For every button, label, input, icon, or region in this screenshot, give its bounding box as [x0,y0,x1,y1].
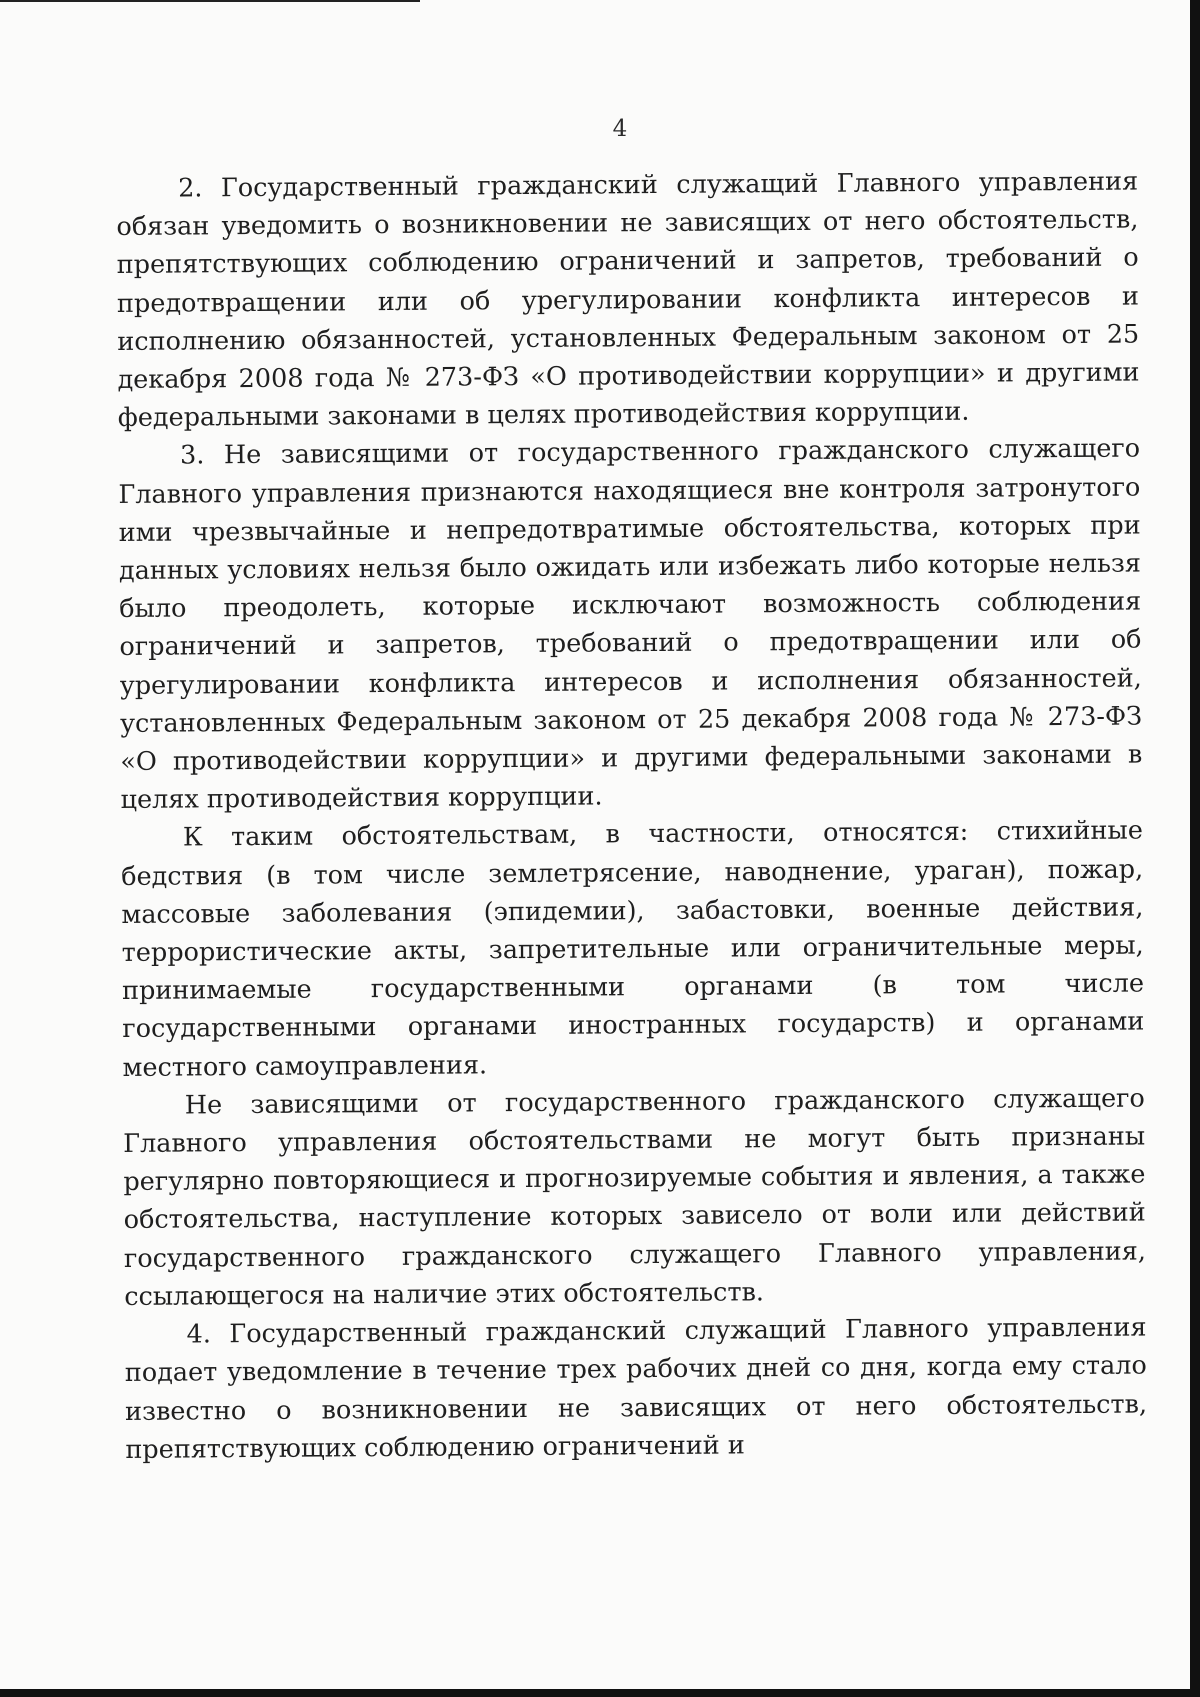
paragraph-4: 4. Государственный гражданский служащий Главного управления подает уведомление в течение трех рабочих дней со дня, когда ему стало известно о возникновении не зависящих от него обстоятельств, препятствующих соблюдению ограничений и [124,1312,1148,1465]
scan-edge-top [0,0,420,2]
paragraph-3: 3. Не зависящими от государственного гражданского служащего Главного управления признаются находящиеся вне контроля затронутого ими чрезвычайные и непредотвратимые обстоятельства, которых при данных условиях нельзя было ожидать или избежать либо которые нельзя было преодолеть, которые исключают возможность соблюдения ограничений и запретов, требований о предотвращении или об урегулировании конфликта интересов и исполнения обязанностей, установленных Федеральным законом от 25 декабря 2008 года № 273-ФЗ «О противодействии коррупции» и другими федеральными законами в целях противодействия коррупции. [118,433,1143,816]
paragraph-circumstances-list: К таким обстоятельствам, в частности, относятся: стихийные бедствия (в том числе землетрясение, наводнение, ураган), пожар, массовые заболевания (эпидемии), забастовки, военные действия, террористические акты, запретительные или ограничительные меры, принимаемые государственными органами (в том числе государственными органами иностранных государств) и органами местного самоуправления. [121,815,1145,1083]
document-body [116,163,1147,1469]
paragraph-not-recognized: Не зависящими от государственного гражданского служащего Главного управления обстоятельствами не могут быть признаны регулярно повторяющиеся и прогнозируемые события и явления, а также обстоятельства, наступление которых зависело от воли или действий государственного гражданского служащего Главного управления, ссылающегося на наличие этих обстоятельств. [123,1083,1147,1312]
page-number: 4 [612,116,628,142]
scan-edge-right [1190,0,1200,1697]
scan-edge-bottom [0,1689,1200,1697]
paragraph-2: 2. Государственный гражданский служащий Главного управления обязан уведомить о возникновении не зависящих от него обстоятельств, препятствующих соблюдению ограничений и запретов, требований о предотвращении или об урегулировании конфликта интересов и исполнению обязанностей, установленных Федеральным законом от 25 декабря 2008 года № 273-ФЗ «О противодействии коррупции» и другими федеральными законами в целях противодействия коррупции. [116,166,1140,434]
